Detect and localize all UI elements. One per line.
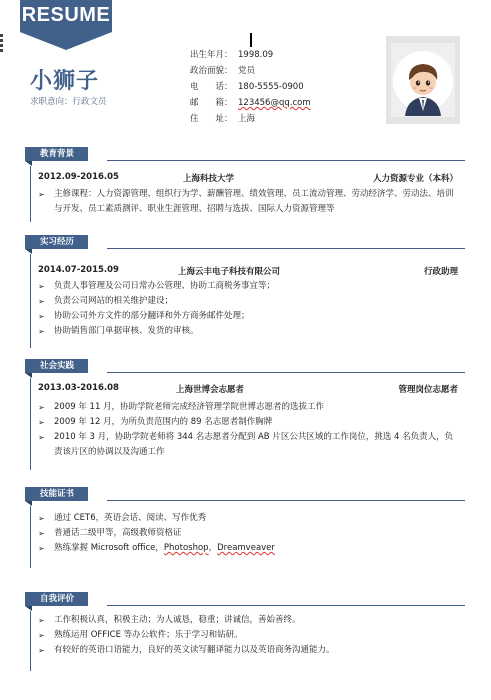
major: 人力资源专业（本科） — [372, 174, 458, 184]
list-item: ➢ 普通话二级甲等，高级教师资格证 — [38, 526, 460, 541]
resume-banner — [20, 0, 112, 50]
info-value: 党员 — [238, 66, 256, 76]
info-value: 上海 — [238, 114, 256, 124]
info-label: 电 话： — [190, 82, 233, 92]
list-item: ➢ 2009 年 11 月，协助学院老师完成经济管理学院世博志愿者的选拔工作 — [38, 400, 460, 415]
side-drag-handle[interactable] — [0, 34, 4, 54]
school-name: 上海科技大学 — [183, 174, 235, 184]
section-title: 教育背景 — [25, 147, 88, 161]
section-header-internship — [25, 235, 465, 249]
self-eval-list — [38, 613, 460, 658]
section-header-skills — [25, 487, 465, 501]
info-label: 住 址： — [190, 114, 233, 124]
section-header-social — [25, 359, 465, 373]
profile-photo — [386, 36, 460, 124]
info-row-email — [190, 95, 311, 111]
list-item: ➢ 工作积极认真，积极主动；为人诚恳，稳重；讲诚信，善始善终。 — [38, 613, 460, 628]
list-item: ➢ 负责公司网站的相关维护建设； — [38, 294, 460, 309]
section-header-self-eval — [25, 592, 465, 606]
list-item: ➢ 主修课程：人力资源管理、组织行为学、薪酬管理、绩效管理、员工流动管理、劳动经济学、劳动法、培训与开发、员工素质测评、职业生涯管理、招聘与选拔、国际人力资源管理等 — [38, 187, 460, 217]
info-row-politics — [190, 63, 311, 79]
list-item: ➢ 通过 CET6，英语会话、阅读、写作优秀 — [38, 511, 460, 526]
list-item: ➢ 2010 年 3 月，协助学院老师将 344 名志愿者分配到 AB 片区公共区域的工作岗位，挑选 4 名负责人，负责该片区的协调以及沟通工作 — [38, 430, 460, 460]
info-row-address — [190, 111, 311, 127]
avatar-icon — [386, 36, 460, 124]
list-item: ➢ 2009 年 12 月，为所负责范围内的 89 名志愿者制作胸牌 — [38, 415, 460, 430]
info-label: 政治面貌： — [190, 66, 233, 76]
info-label: 出生年月： — [190, 50, 233, 60]
banner-text: RESUME — [21, 4, 111, 26]
company-name: 上海云丰电子科技有限公司 — [178, 267, 281, 277]
internship-period: 2014.07-2015.09 — [38, 265, 119, 275]
social-list — [38, 400, 460, 460]
list-item: ➢ 熟练掌握 Microsoft office，Photoshop，Dreamveaver — [38, 541, 460, 556]
section-title: 实习经历 — [25, 235, 88, 249]
info-row-birth — [190, 47, 311, 63]
education-list — [38, 187, 460, 217]
list-item: ➢ 协助公司外方文件的部分翻译和外方商务邮件处理； — [38, 309, 460, 324]
info-label: 邮 箱： — [190, 98, 233, 108]
section-title: 社会实践 — [25, 359, 88, 373]
skills-list — [38, 511, 460, 556]
info-value: 1998.09 — [238, 50, 274, 60]
list-item: ➢ 熟练运用 OFFICE 等办公软件；乐于学习和钻研。 — [38, 628, 460, 643]
info-row-phone — [190, 79, 311, 95]
social-period: 2013.03-2016.08 — [38, 383, 119, 393]
list-item: ➢ 负责人事管理及公司日常办公管理、协助工商税务事宜等； — [38, 279, 460, 294]
internship-list — [38, 279, 460, 339]
section-header-education — [25, 147, 465, 161]
job-intent: 求职意向：行政文员 — [30, 97, 107, 107]
applicant-name: 小狮子 — [30, 69, 100, 94]
email-link[interactable]: 123456@qq.com — [238, 98, 311, 108]
section-title: 技能证书 — [25, 487, 88, 501]
text-cursor — [250, 33, 252, 47]
list-item: ➢ 协助销售部门单据审核、发货的审核。 — [38, 324, 460, 339]
education-period: 2012.09-2016.05 — [38, 172, 119, 182]
organization: 上海世博会志愿者 — [176, 385, 245, 395]
basic-info — [190, 47, 311, 127]
list-item: ➢ 有较好的英语口语能力，良好的英文读写翻译能力以及英语商务沟通能力。 — [38, 643, 460, 658]
job-role: 行政助理 — [423, 267, 458, 277]
social-role: 管理岗位志愿者 — [398, 385, 458, 395]
info-value: 180-5555-0900 — [238, 82, 304, 92]
section-title: 自我评价 — [25, 592, 88, 606]
